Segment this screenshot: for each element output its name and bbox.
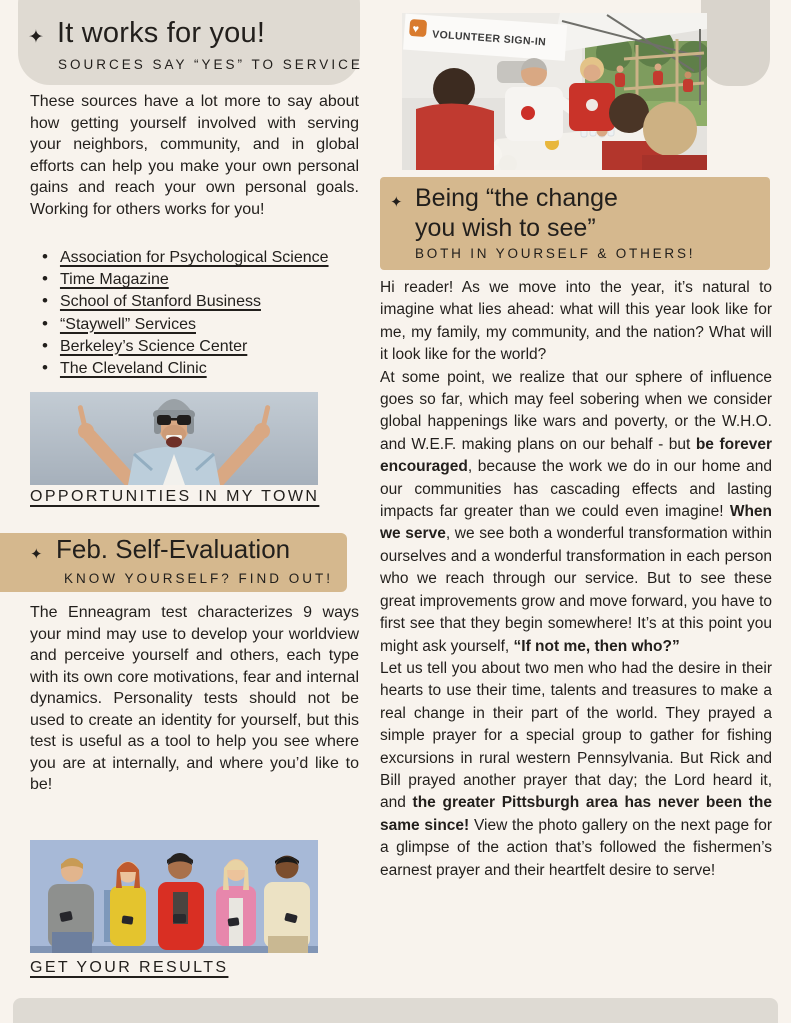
- source-link-staywell[interactable]: “Staywell” Services: [59, 315, 196, 333]
- bullet-icon: •: [42, 247, 48, 266]
- section2-paragraph: The Enneagram test characterizes 9 ways your mind may use to develop your worldview and perceive yourself and others, each type with its own core motivations, fear and internal dynamics. Personality tests should not be used to create an identity for yourself, but this test is useful as a tool to help you see where you are at internally, and where you’d like to be!: [30, 604, 359, 793]
- sparkle-icon: ✦: [390, 194, 403, 211]
- source-link-berkeley[interactable]: Berkeley’s Science Center: [59, 337, 248, 355]
- photo-friends-with-phones: [30, 840, 318, 953]
- footer-bar: [13, 998, 778, 1023]
- photo-man-pointing-up: [30, 392, 318, 485]
- list-item: [42, 269, 329, 291]
- get-results-link[interactable]: GET YOUR RESULTS: [30, 959, 229, 976]
- top-right-background-shape: [701, 0, 770, 86]
- list-item: [42, 291, 329, 313]
- bullet-icon: •: [42, 269, 48, 289]
- sparkle-icon: ✦: [30, 546, 43, 563]
- paragraph: Hi reader! As we move into the year, it’s natural to imagine what lies ahead: what will this year look like for me, my family, my community, and the nation? What will it look like for the world?: [380, 279, 772, 364]
- section3-title: Being “the change you wish to see”: [415, 184, 618, 242]
- section3-body: [380, 277, 772, 882]
- bullet-icon: •: [42, 335, 48, 355]
- bullet-icon: •: [42, 313, 48, 333]
- section3-kicker: BOTH IN YOURSELF & OTHERS!: [415, 246, 696, 261]
- bullet-icon: •: [42, 357, 48, 377]
- list-item: [42, 358, 329, 380]
- paragraph: Let us tell you about two men who had the desire in their hearts to use their time, talents and treasures to make a real change in their part of the world. They prayed a simple prayer for a special group to gather for fishing excursions in rural western Pennsylvania. But Rick and Bill prayed another prayer that day; the Lord heard it, and the greater Pittsburgh area has never been the same since! View the photo gallery on the next page for a glimpse of the action that’s followed the fishermen’s earnest prayer and their heartfelt desire to serve!: [380, 659, 772, 879]
- list-item: [42, 314, 329, 336]
- bullet-icon: •: [42, 291, 48, 311]
- sparkle-icon: ✦: [28, 27, 44, 48]
- section2-kicker: KNOW YOURSELF? FIND OUT!: [64, 571, 334, 586]
- paragraph: At some point, we realize that our sphere of influence goes so far, which may feel sobering when we consider global happenings like wars and poverty, or the W.H.O. and W.E.F. making plans on our behalf - but be forever encouraged, because the work we do in our home and our communities has cascading effects and lasting impacts far greater than we could even imagine! When we serve, we see both a wonderful transformation within ourselves and a wonderful transformation in each person who we reach through our service. But to see these great improvements grow and move forward, you have to first see that they begin somewhere! It’s at this point you might ask yourself, “If not me, then who?”: [380, 368, 773, 655]
- source-link-aps[interactable]: Association for Psychological Science: [59, 249, 329, 266]
- source-link-stanford[interactable]: School of Stanford Business: [59, 293, 261, 311]
- section1-title: It works for you!: [57, 17, 266, 49]
- source-links-list: [42, 247, 329, 380]
- section2-header-block: [0, 533, 347, 592]
- source-link-cleveland[interactable]: The Cleveland Clinic: [59, 359, 207, 377]
- section1-intro-paragraph: These sources have a lot more to say about how getting yourself involved with serving your neighbors, community, and in global efforts can help you make your own personal gains and reach your own personal goals. Working for others works for you!: [30, 93, 359, 218]
- section2-title: Feb. Self-Evaluation: [56, 534, 291, 564]
- source-link-time[interactable]: Time Magazine: [59, 271, 169, 289]
- volunteer-banner-text: VOLUNTEER SIGN-IN: [431, 28, 547, 49]
- list-item: [42, 247, 329, 269]
- list-item: [42, 336, 329, 358]
- section1-kicker: SOURCES SAY “YES” TO SERVICE: [58, 57, 363, 72]
- photo-volunteer-signin: [402, 13, 707, 170]
- opportunities-link[interactable]: OPPORTUNITIES IN MY TOWN: [30, 488, 320, 505]
- svg-text:♥: ♥: [412, 23, 420, 36]
- section3-header-block: [380, 177, 770, 270]
